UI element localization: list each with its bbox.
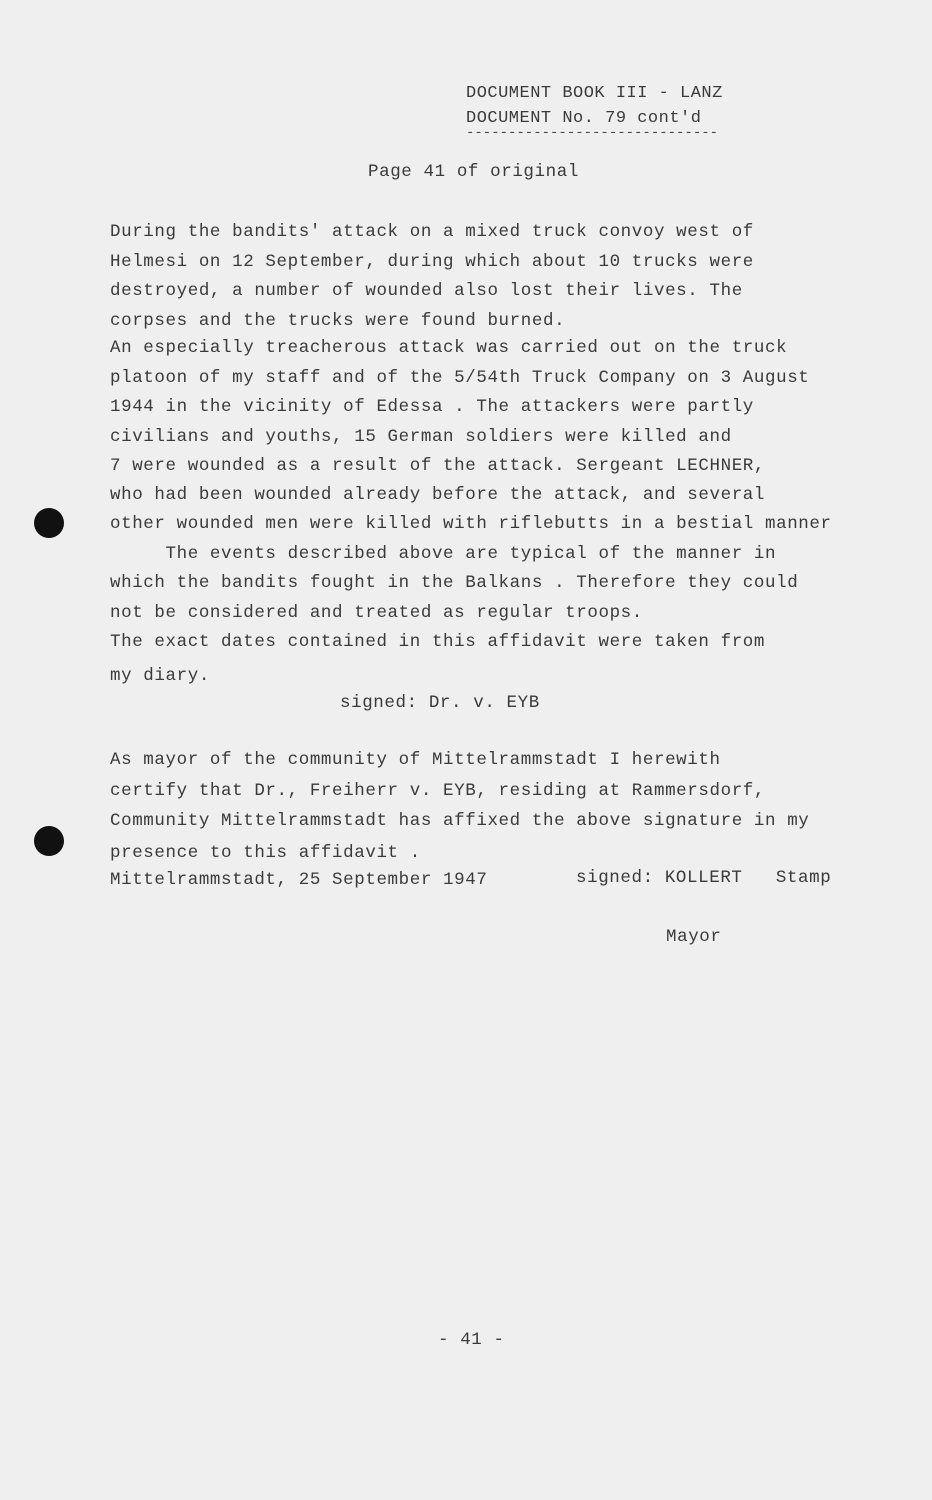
certification-line: certify that Dr., Freiherr v. EYB, residing at Rammersdorf, xyxy=(110,781,766,801)
punch-hole-top xyxy=(34,508,64,538)
body-line: During the bandits' attack on a mixed truck convoy west of xyxy=(110,222,754,242)
body-line: civilians and youths, 15 German soldiers were killed and xyxy=(110,427,732,447)
body-line: The events described above are typical of the manner in xyxy=(110,544,777,564)
document-header xyxy=(466,84,723,141)
certification-line: As mayor of the community of Mittelrammstadt I herewith xyxy=(110,750,721,770)
body-line: 7 were wounded as a result of the attack. Sergeant LECHNER, xyxy=(110,456,766,476)
certification-line: presence to this affidavit . xyxy=(110,843,421,863)
punch-hole-bottom xyxy=(34,826,64,856)
body-line: Helmesi on 12 September, during which about 10 trucks were xyxy=(110,252,754,272)
header-rule: ------------------------------ xyxy=(466,125,719,141)
body-line: my diary. xyxy=(110,666,210,686)
body-line: other wounded men were killed with riflebutts in a bestial manner xyxy=(110,514,832,534)
body-line: corpses and the trucks were found burned. xyxy=(110,311,566,331)
place-and-date: Mittelrammstadt, 25 September 1947 xyxy=(110,870,488,890)
signature-kollert: signed: KOLLERT Stamp xyxy=(576,868,832,888)
body-line: which the bandits fought in the Balkans . Therefore they could xyxy=(110,573,799,593)
document-book-line: DOCUMENT BOOK III - LANZ xyxy=(466,84,723,103)
body-line: who had been wounded already before the attack, and several xyxy=(110,485,766,505)
page-reference: Page 41 of original xyxy=(368,162,579,182)
page-number: - 41 - xyxy=(438,1330,505,1350)
body-line: not be considered and treated as regular troops. xyxy=(110,603,643,623)
body-line: platoon of my staff and of the 5/54th Truck Company on 3 August xyxy=(110,368,810,388)
body-line: The exact dates contained in this affidavit were taken from xyxy=(110,632,766,652)
body-line: 1944 in the vicinity of Edessa . The attackers were partly xyxy=(110,397,754,417)
certification-line: Community Mittelrammstadt has affixed the above signature in my xyxy=(110,811,810,831)
mayor-title: Mayor xyxy=(666,927,722,947)
body-line: An especially treacherous attack was carried out on the truck xyxy=(110,338,788,358)
body-line: destroyed, a number of wounded also lost their lives. The xyxy=(110,281,743,301)
document-number-line: DOCUMENT No. 79 cont'd xyxy=(466,109,702,128)
signature-eyb: signed: Dr. v. EYB xyxy=(340,693,540,713)
